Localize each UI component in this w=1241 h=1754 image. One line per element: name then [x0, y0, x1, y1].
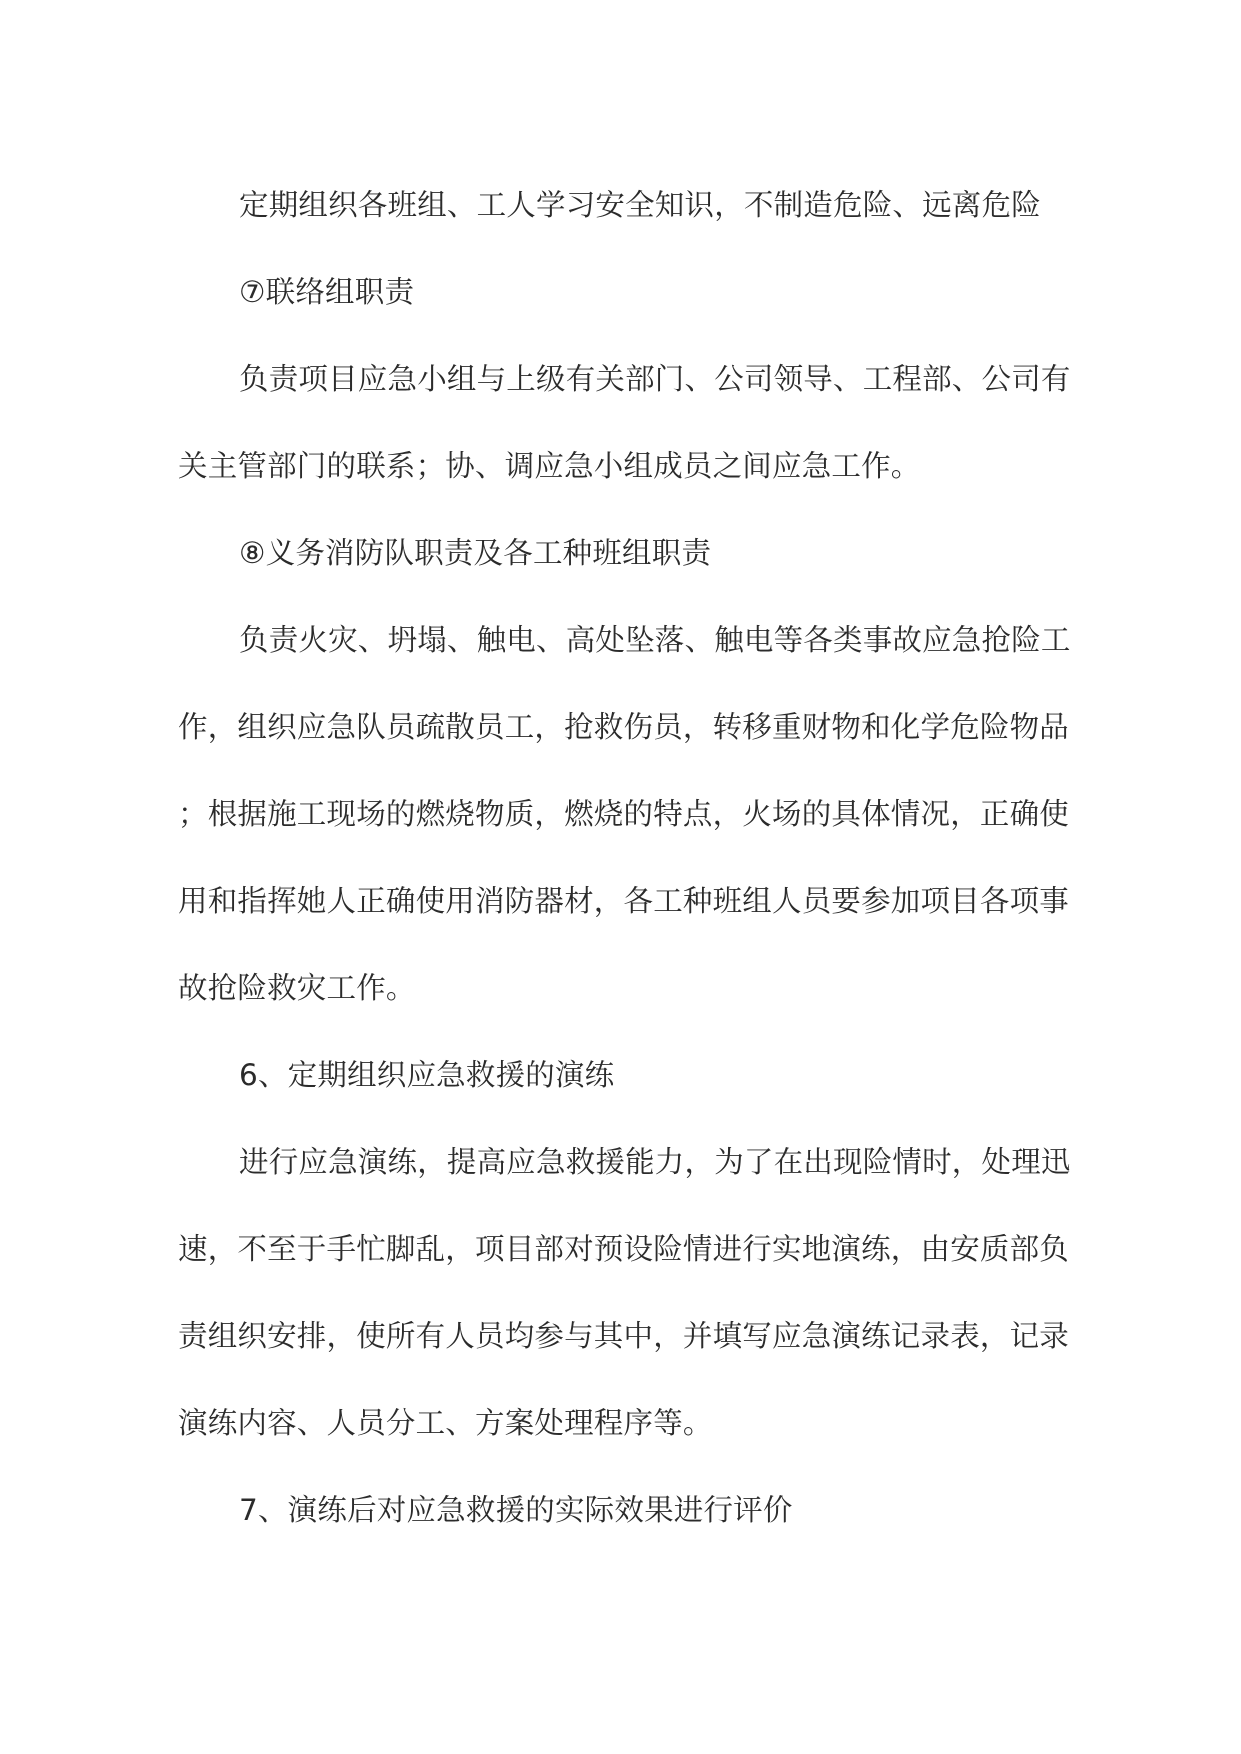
paragraph-line: 故抢险救灾工作。 [178, 971, 416, 1005]
section-heading: 7、演练后对应急救援的实际效果进行评价 [239, 1493, 793, 1527]
paragraph-line: 关主管部门的联系；协、调应急小组成员之间应急工作。 [178, 449, 921, 483]
paragraph-line: ；根据施工现场的燃烧物质，燃烧的特点，火场的具体情况，正确使 [178, 797, 1070, 831]
section-heading: 6、定期组织应急救援的演练 [239, 1058, 615, 1092]
paragraph-line: 速，不至于手忙脚乱，项目部对预设险情进行实地演练，由安质部负 [178, 1232, 1070, 1266]
paragraph-line: 进行应急演练，提高应急救援能力，为了在出现险情时，处理迅 [239, 1145, 1071, 1179]
paragraph-line: 责组织安排，使所有人员均参与其中，并填写应急演练记录表，记录 [178, 1319, 1070, 1353]
section-heading: ⑧义务消防队职责及各工种班组职责 [239, 536, 712, 570]
paragraph-line: 定期组织各班组、工人学习安全知识，不制造危险、远离危险 [239, 188, 1041, 222]
paragraph-line: 用和指挥她人正确使用消防器材，各工种班组人员要参加项目各项事 [178, 884, 1070, 918]
paragraph-line: 演练内容、人员分工、方案处理程序等。 [178, 1406, 713, 1440]
paragraph-line: 作，组织应急队员疏散员工，抢救伤员，转移重财物和化学危险物品 [178, 710, 1070, 744]
paragraph-line: 负责火灾、坍塌、触电、高处坠落、触电等各类事故应急抢险工 [239, 623, 1071, 657]
paragraph-line: 负责项目应急小组与上级有关部门、公司领导、工程部、公司有 [239, 362, 1071, 396]
section-heading: ⑦联络组职责 [239, 275, 415, 309]
